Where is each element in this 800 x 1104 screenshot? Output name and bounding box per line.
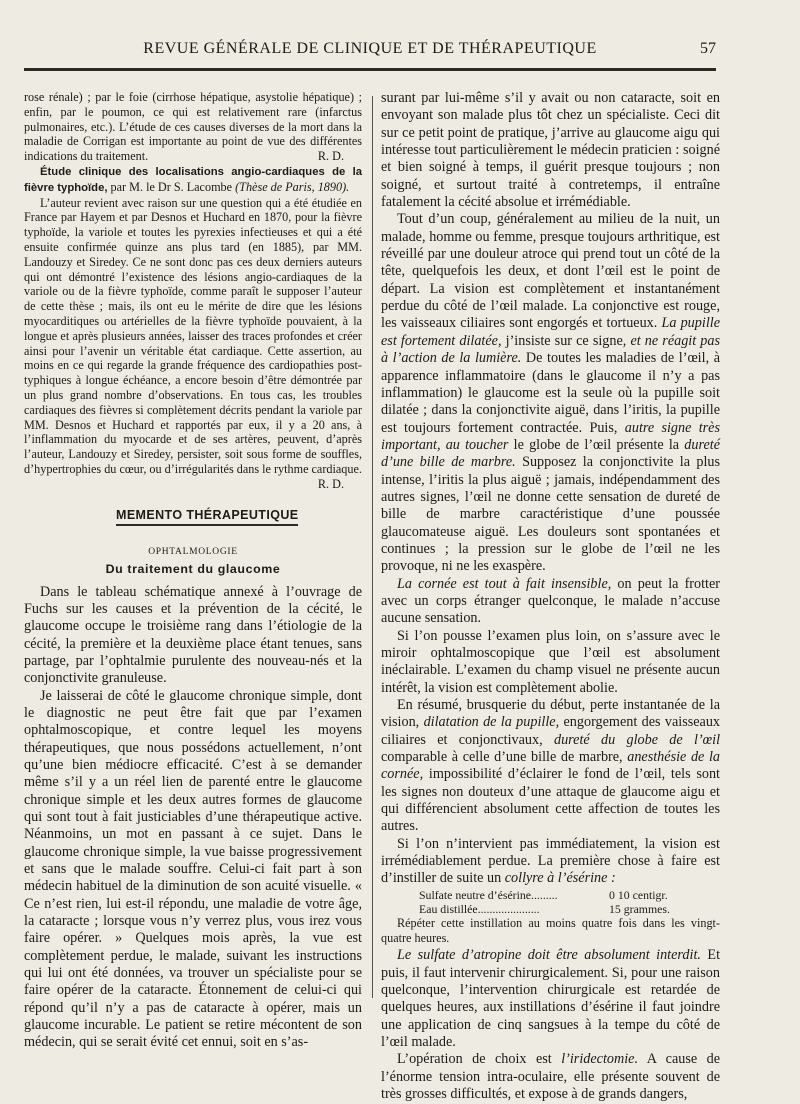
subsection-heading: OPHTALMOLOGIE [148, 546, 238, 557]
emphasis: et ne réagit pas à l’action de la lumière. [381, 332, 721, 367]
page-header [24, 40, 716, 64]
text-run: Tout d’un coup, généralement au milieu de la nuit, un malade, homme ou femme, presque toujours arthritique, est réveillé par une douleur atroce qui prend tout un côté de la tête, quelquefois les deux, et dont l’œil est le point de départ. La vision est complètement et instantanément perdue du côté de l’œil malade. La conjonctive est rouge, les vaisseaux ciliaires sont engorgés et tortueux. [381, 211, 720, 332]
prescription-note: Répéter cette instillation au moins quatre fois dans les vingt-quatre heures. [381, 915, 720, 945]
emphasis: Le sulfate d’atropine doit être absolument interdit. [397, 947, 701, 964]
right-column [381, 90, 720, 1104]
text-run: Et puis, il faut intervenir chirurgicalement. Si, pour une raison quelconque, l’intervention chirurgicale est retardée de quelques heures, aux instillations d’ésérine il faut joindre une application de cinq sangsues à la tempe du côté de l’œil malade. [381, 947, 721, 1051]
text-run: j’insiste sur ce signe, [505, 332, 627, 349]
review-2-heading [24, 164, 362, 196]
text-run: engorgement des vaisseaux ciliaires et conjonctivaux, [381, 714, 721, 748]
review-2-signature: R. D. [317, 476, 344, 491]
column-divider [372, 96, 373, 998]
text-run: impossibilité d’éclairer le fond de l’œil, tels sont les signes non douteux d’une attaque de glaucome aigu et qui différencient absolument cette affection de toutes les autres. [381, 766, 720, 835]
review-2-source: (Thèse de Paris, 1890). [235, 179, 350, 194]
paragraph: Dans le tableau schématique annexé à l’ouvrage de Fuchs sur les causes et la prévention de la cécité, le glaucome occupe le troisième rang dans l’étiologie de la cécité, la première et la deuxième place étant tenues, sans partage, par l’ophtalmie purulente des nouveau-nés et la conjonctivite granuleuse. [24, 583, 362, 687]
text-run: De toutes les maladies de l’œil, à apparence inflammatoire (dans le glaucome il n’y a pas inflammation) le glaucome est la seule où la pupille soit dilatée ; dans la conjonctivite aiguë, dans l’iritis, la pupille est toujours fortement contractée. Puis, [381, 350, 720, 436]
paragraph [381, 697, 720, 836]
review-2-title: Étude clinique des localisations angio-cardiaques de la fièvre typhoïde, [24, 165, 362, 194]
text-run: comparable à celle d’une bille de marbre, [381, 749, 623, 766]
prescription [381, 888, 720, 916]
section-heading: MEMENTO THÉRAPEUTIQUE [116, 508, 298, 526]
emphasis: anesthésie de la cornée, [381, 749, 721, 783]
paragraph [381, 947, 720, 1051]
text-run: En résumé, brusquerie du début, perte instantanée de la vision, [381, 697, 720, 731]
text-run: Si l’on n’intervient pas immédiatement, la vision est irrémédiablement perdue. La première chose à faire est d’instiller de suite un [381, 835, 720, 887]
text-run: on peut la frotter avec un corps étranger quelconque, le malade n’accuse aucune sensation. [381, 575, 721, 627]
text-run: le globe de l’œil présente la [513, 436, 680, 453]
left-column [24, 90, 362, 1052]
review-2-text: L’auteur revient avec raison sur une question qui a été étudiée en France par Hayem et par Desnos et Huchard en 1870, pour la fièvre typhoïde, la variole et toutes les pyrexies infectieuses et qui a été ensuite confirmée quinze ans plus tard (en 1885), par MM. Landouzy et Siredey. Ce ne sont donc pas ces deux derniers auteurs qui ont démontré l’existence des lésions angio-cardiaques de la variole ou de la fièvre typhoïde, comme paraît le supposer l’auteur de cette thèse ; mais, ils ont eu le mérite de dire que les lésions myocarditiques ou artérielles de la fièvre typhoïde pouvaient, à la longue et après plusieurs années, laisser des traces profondes et créer ainsi pour l’avenir un véritable état cardiaque. Cette assertion, au moins en ce qui regarde la grande fréquence des cardiopathies post-typhiques à longue échéance, a encore besoin d’être démontrée par un plus grand nombre d’observations. En tous cas, les troubles cardiaques des fièvres si complètement décrits pendant la variole par MM. Desnos et Huchard et rapportés par eux, il y a 20 ans, à l’inflammation du myocarde et de ses artères, peuvent, d’après l’auteur, Landouzy et Siredey, persister, soit sous forme de souffles, d’hypertrophies du cœur, ou d’irrégularités dans le rythme cardiaque. [24, 195, 362, 476]
review-1-text: rose rénale) ; par le foie (cirrhose hépatique, asystolie hépatique) ; enfin, par le poumon, ce qui est relativement rare (infarctus pulmonaires, etc.). L’étude de ces causes diverses de la mort dans la maladie de Corrigan est importante au point de vue des différentes indications du traitement. [24, 90, 362, 164]
emphasis: dureté du globe de l’œil [553, 731, 721, 748]
paragraph: surant par lui-même s’il y avait ou non cataracte, soit en envoyant son malade plus tôt chez un spécialiste. Ceci dit sur ce petit point de pratique, j’arrive au glaucome aigu qui intéresse tout particulièrement le médecin praticien : soigné et bien soigné à temps, il guérit presque toujours ; non soigné, et surtout traité à contretemps, il entraîne fatalement la cécité absolue et irrémédiable. [381, 90, 720, 211]
review-1 [24, 90, 362, 164]
prescription-row [419, 888, 691, 902]
review-2-author: par M. le Dr S. Lacombe [110, 179, 233, 194]
paragraph [381, 211, 720, 575]
paragraph: Je laisserai de côté le glaucome chronique simple, dont le diagnostic ne peut être fait que par l’examen ophtalmoscopique, et contre lequel les moyens thérapeutiques, que nous possédons actuellement, n’ont qu’une bien médiocre efficacité. C’est à se demander même s’il y a un réel lien de parenté entre le glaucome chronique simple et les deux autres formes de glaucome qui sont tout à fait justiciables d’une thérapeutique active. Néanmoins, un mot en passant à ce sujet. Dans le glaucome chronique simple, la vue baisse progressivement et sans que le malade souffre. Celui-ci fait part à son médecin habituel de la diminution de son acuité visuelle. « Ce n’est rien, lui est-il répondu, une maladie de votre âge, la cataracte ; lorsque vous n’y verrez plus, vous irez vous faire opérer. » Quelques mois après, la vue est complètement perdue, le malade, suivant les instructions qui lui ont été données, va trouver un spécialiste pour se faire opérer de la cataracte. Étonnement de celui-ci qui répond qu’il n’y a pas de cataracte à opérer, mais un glaucome incurable. Le patient se retire mécontent de son médecin, qui se serait évité cet ennui, soit en s’as- [24, 687, 362, 1051]
emphasis: La pupille est fortement dilatée, [381, 315, 720, 349]
paragraph [381, 1051, 720, 1103]
text-run: L’opération de choix est [397, 1051, 552, 1068]
paragraph [381, 836, 720, 888]
prescription-dose: 0 10 centigr. [609, 887, 668, 902]
emphasis: autre signe très important, au toucher [381, 419, 720, 453]
page-number: 57 [700, 40, 716, 57]
running-title: REVUE GÉNÉRALE DE CLINIQUE ET DE THÉRAPEUTIQUE [143, 40, 597, 57]
prescription-item: Sulfate neutre d’ésérine......... [419, 887, 558, 902]
prescription-dose: 15 grammes. [609, 901, 670, 916]
prescription-row [419, 902, 691, 916]
review-1-signature: R. D. [317, 149, 344, 164]
review-2 [24, 195, 362, 491]
prescription-item: Eau distillée..................... [419, 901, 540, 916]
emphasis: dureté d’une bille de marbre. [381, 436, 721, 471]
paragraph: Si l’on pousse l’examen plus loin, on s’assure avec le miroir ophtalmoscopique que l’œil est absolument inéclairable. L’examen du champ visuel ne présente aucun intérêt, la vision est complètement abolie. [381, 627, 720, 696]
header-rule [24, 68, 716, 71]
emphasis: La cornée est tout à fait insensible, [397, 575, 612, 592]
paragraph [381, 576, 720, 628]
emphasis: dilatation de la pupille, [423, 714, 560, 731]
article-title: Du traitement du glaucome [105, 561, 281, 576]
text-run: A cause de l’énorme tension intra-oculaire, elle présente souvent de très grosses difficultés, et expose à de grands dangers, [381, 1051, 721, 1103]
emphasis: l’iridectomie. [561, 1051, 639, 1068]
text-run: Supposez la conjonctivite la plus intense, l’iritis la plus aiguë ; jamais, indépendamment des autres signes, l’œil ne donne cette sensation de dureté de bille de marbre caractéristique d’une poussée glaucomateuse aiguë. Les douleurs sont spontanées et continues ; la pression sur le globe de l’œil ne les provoque, ni ne les exaspère. [381, 454, 721, 575]
emphasis: collyre à l’ésérine : [504, 870, 616, 887]
